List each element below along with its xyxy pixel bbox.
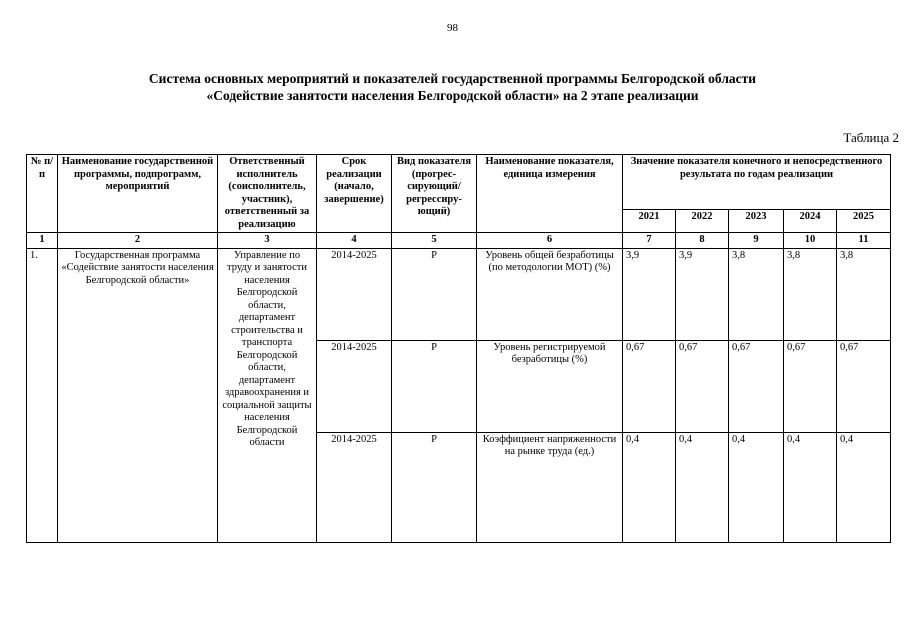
- column-numbers-row: [27, 233, 891, 249]
- table-row: [27, 248, 891, 340]
- column-number: 4: [317, 233, 392, 249]
- column-number: 11: [837, 233, 891, 249]
- indicator-period: 2014-2025: [317, 248, 392, 340]
- indicators-table: [26, 154, 891, 543]
- column-number: 10: [784, 233, 837, 249]
- indicator-value: 0,4: [623, 432, 676, 542]
- column-number: 3: [218, 233, 317, 249]
- indicator-type: Р: [392, 432, 477, 542]
- indicator-value: 3,8: [784, 248, 837, 340]
- header-year: 2022: [676, 210, 729, 233]
- column-number: 5: [392, 233, 477, 249]
- program-num: 1.: [27, 248, 58, 542]
- indicator-name: Уровень регистрируемой безработицы (%): [477, 340, 623, 432]
- column-number: 7: [623, 233, 676, 249]
- indicator-value: 0,4: [784, 432, 837, 542]
- indicator-value: 3,8: [837, 248, 891, 340]
- header-year: 2024: [784, 210, 837, 233]
- column-number: 1: [27, 233, 58, 249]
- indicator-name: Коэффициент напряженности на рынке труда (ед.): [477, 432, 623, 542]
- indicator-value: 0,67: [623, 340, 676, 432]
- header-num: № п/п: [27, 155, 58, 233]
- column-number: 6: [477, 233, 623, 249]
- document-title: [0, 70, 905, 104]
- column-number: 8: [676, 233, 729, 249]
- table-label: Таблица 2: [843, 130, 899, 145]
- indicator-value: 0,4: [676, 432, 729, 542]
- header-indicator-type: Вид показателя (прогрес-сирующий/ регрессиру-ющий): [392, 155, 477, 233]
- indicator-value: 0,67: [837, 340, 891, 432]
- program-responsible: Управление по труду и занятости населения Белгородской области, департамент строительства и транспорта Белгородской области, департамент здравоохранения и социальной защиты населения Белгородской области: [218, 248, 317, 542]
- header-period: Срок реализации (начало, завершение): [317, 155, 392, 233]
- header-responsible: Ответственный исполнитель (соисполнитель, участник), ответственный за реализацию: [218, 155, 317, 233]
- title-line-2: «Содействие занятости населения Белгородской области» на 2 этапе реализации: [206, 88, 699, 103]
- indicator-period: 2014-2025: [317, 340, 392, 432]
- indicator-value: 0,67: [676, 340, 729, 432]
- indicator-value: 3,9: [623, 248, 676, 340]
- indicator-type: Р: [392, 340, 477, 432]
- header-year: 2021: [623, 210, 676, 233]
- indicator-value: 0,4: [729, 432, 784, 542]
- column-number: 9: [729, 233, 784, 249]
- indicator-value: 3,8: [729, 248, 784, 340]
- indicator-period: 2014-2025: [317, 432, 392, 542]
- program-name: Государственная программа «Содействие занятости населения Белгородской области»: [58, 248, 218, 542]
- indicator-type: Р: [392, 248, 477, 340]
- title-line-1: Система основных мероприятий и показателей государственной программы Белгородской области: [148, 71, 757, 86]
- header-year: 2023: [729, 210, 784, 233]
- indicator-value: 3,9: [676, 248, 729, 340]
- page-number: 98: [447, 22, 458, 34]
- indicator-value: 0,4: [837, 432, 891, 542]
- header-name: Наименование государственной программы, подпрограмм, мероприятий: [58, 155, 218, 233]
- header-year: 2025: [837, 210, 891, 233]
- header-row: [27, 155, 891, 210]
- indicator-name: Уровень общей безработицы (по методологии МОТ) (%): [477, 248, 623, 340]
- column-number: 2: [58, 233, 218, 249]
- header-values-group: Значение показателя конечного и непосредственного результата по годам реализации: [623, 155, 891, 210]
- header-indicator-name: Наименование показателя, единица измерения: [477, 155, 623, 233]
- indicator-value: 0,67: [784, 340, 837, 432]
- indicator-value: 0,67: [729, 340, 784, 432]
